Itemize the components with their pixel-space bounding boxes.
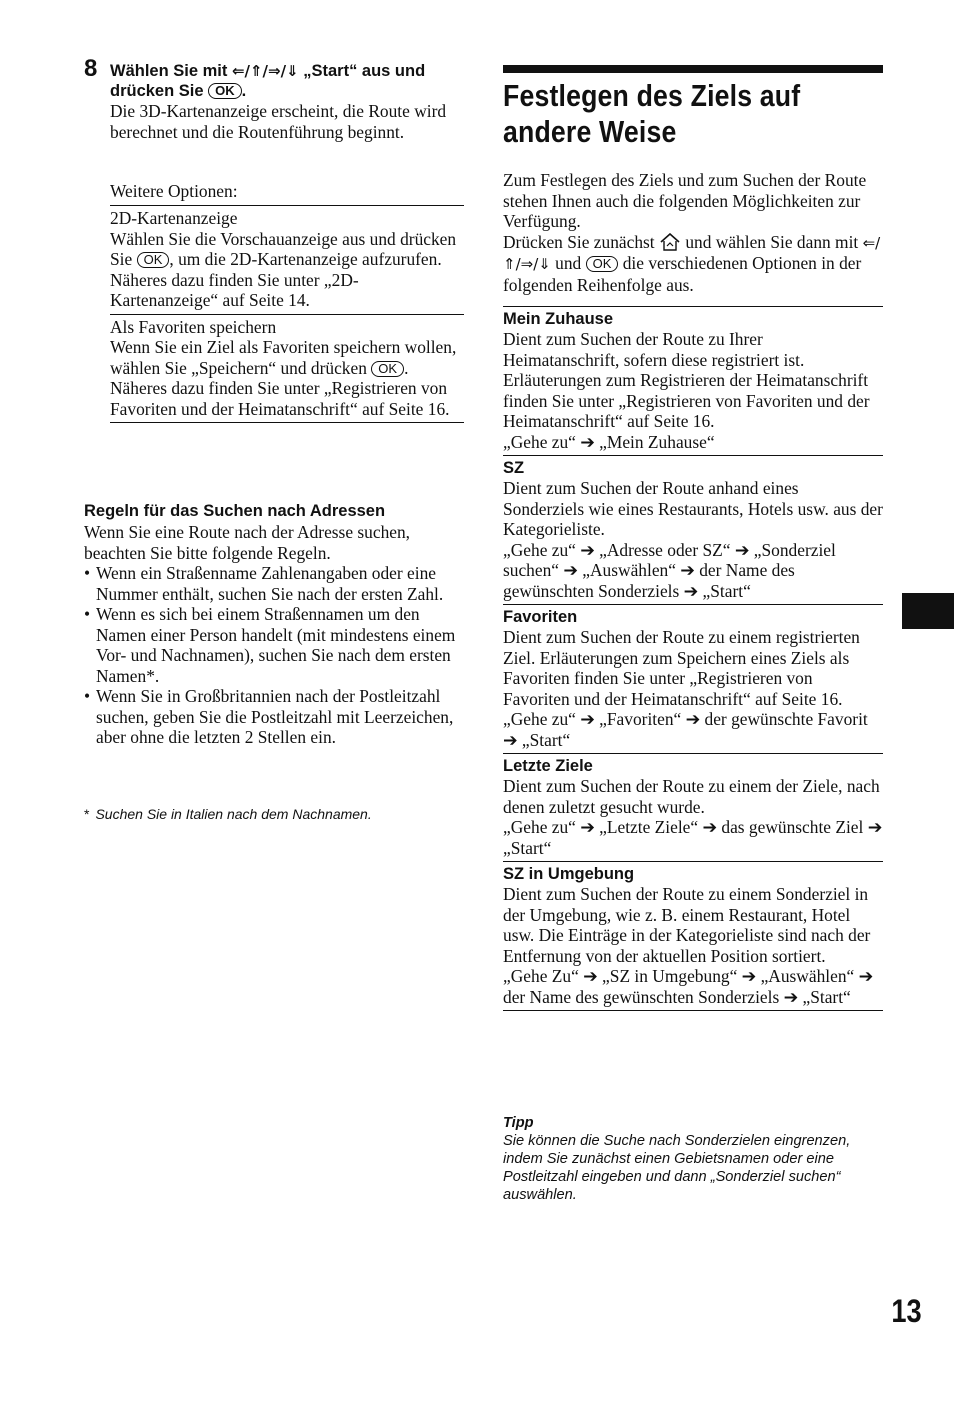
section-path: „Gehe Zu“ ➔ „SZ in Umgebung“ ➔ „Auswählen“ ➔ der Name des gewünschten Sonderziels ➔ „Start“ xyxy=(503,966,874,1007)
list-item-text: Wenn es sich bei einem Straßennamen um den Namen einer Person handelt (mit mindestens einem Vor- und Nachnamen), suchen Sie nach dem ersten Namen*. xyxy=(96,604,456,686)
section-favorites xyxy=(503,604,883,753)
section-path: „Gehe zu“ ➔ „Adresse oder SZ“ ➔ „Sonderziel suchen“ ➔ „Auswählen“ ➔ der Name des gewünschten Sonderziels ➔ „Start“ xyxy=(503,539,836,601)
section-text: Dient zum Suchen der Route zu einem Sonderziel in der Umgebung, wie z. B. einem Restaurant, Hotel usw. Die Einträge in der Kategorieliste sind nach der Entfernung von der aktuellen Position sortiert. xyxy=(503,884,871,966)
intro-paragraph: Zum Festlegen des Ziels und zum Suchen der Route stehen Ihnen auch die folgenden Möglichkeiten zur Verfügung. xyxy=(503,170,867,231)
intro-text-a: Drücken Sie zunächst xyxy=(503,231,659,252)
section-text: Dient zum Suchen der Route zu einem der Ziele, nach denen zuletzt gesucht wurde. xyxy=(503,776,880,817)
bullet: • xyxy=(84,563,91,583)
section-path: „Gehe zu“ ➔ „Mein Zuhause“ xyxy=(503,431,715,452)
ok-button-icon: OK xyxy=(208,83,242,99)
ok-button-icon: OK xyxy=(137,252,170,268)
intro-text-d: die verschiedenen Optionen in der folgenden Reihenfolge aus. xyxy=(503,253,862,295)
section-poi xyxy=(503,455,883,604)
step-heading xyxy=(110,61,470,101)
rules-list xyxy=(84,563,464,748)
footnote-text: Suchen Sie in Italien nach dem Nachnamen. xyxy=(95,806,372,822)
section-title: Letzte Ziele xyxy=(503,757,593,775)
direction-arrows-icon: ⇐/⇑/⇒/⇓ xyxy=(503,233,881,273)
bullet: • xyxy=(84,686,91,706)
ok-button-icon: OK xyxy=(586,256,619,272)
intro-text-b: und wählen Sie dann mit xyxy=(680,231,863,252)
section-my-home xyxy=(503,307,883,455)
options-table xyxy=(110,205,464,423)
step-description: Die 3D-Kartenanzeige erscheint, die Route wird berechnet und die Routenführung beginnt. xyxy=(110,101,447,142)
section-text: Dient zum Suchen der Route zu Ihrer Heimatanschrift, sofern diese registriert ist. Erläuterungen zum Registrieren der Heimatanschrift finden Sie unter „Registrieren von Favoriten und der Heimatanschrift“ auf Seite 16. xyxy=(503,329,870,431)
option-text-b: . xyxy=(404,357,409,378)
tip-text: Sie können die Suche nach Sonderzielen eingrenzen, indem Sie zunächst einen Gebietsnamen oder eine Postleitzahl eingeben und dann „Sonderziel suchen“ auswählen. xyxy=(503,1133,851,1203)
option-text-b: , um die 2D-Kartenanzeige aufzurufen. xyxy=(169,249,442,269)
list-item-text: Wenn Sie in Großbritannien nach der Postleitzahl suchen, geben Sie die Postleitzahl mit Leerzeichen, aber ohne die letzten 2 Stellen ein. xyxy=(96,686,454,747)
option-more: Näheres dazu finden Sie unter „2D-Kartenanzeige“ auf Seite 14. xyxy=(110,269,359,310)
option-title: 2D-Kartenanzeige xyxy=(110,208,238,228)
option-title: Als Favoriten speichern xyxy=(110,316,277,337)
option-text xyxy=(110,337,464,378)
chapter-tab xyxy=(902,593,954,629)
list-item xyxy=(84,604,464,686)
section-recent xyxy=(503,753,883,861)
ok-button-icon: OK xyxy=(371,361,404,377)
step-heading-part1: Wählen Sie mit xyxy=(110,62,232,80)
option-2d-map xyxy=(110,206,464,314)
section-title: Mein Zuhause xyxy=(503,310,614,328)
footnote-mark: * xyxy=(84,806,90,822)
page-title: Festlegen des Ziels auf andere Weise xyxy=(503,78,801,149)
section-path: „Gehe zu“ ➔ „Favoriten“ ➔ der gewünschte Favorit ➔ „Start“ xyxy=(503,709,868,750)
step-number: 8 xyxy=(84,55,98,82)
page-number: 13 xyxy=(891,1293,922,1329)
section-text: Dient zum Suchen der Route zu einem registrierten Ziel. Erläuterungen zum Speichern eines Ziels als Favoriten finden Sie unter „Registrieren von Favoriten und der Heimatanschrift“ auf Seite 16. xyxy=(503,627,860,709)
section-path: „Gehe zu“ ➔ „Letzte Ziele“ ➔ das gewünschte Ziel ➔ „Start“ xyxy=(503,817,883,858)
intro-instruction xyxy=(503,232,883,296)
list-item-text: Wenn ein Straßenname Zahlenangaben oder eine Nummer enthält, suchen Sie nach der ersten Zahl. xyxy=(96,563,444,604)
option-more: Näheres dazu finden Sie unter „Registrieren von Favoriten und der Heimatanschrift“ auf Seite 16. xyxy=(110,378,450,419)
step-heading-part2: „Start“ aus und drücken Sie xyxy=(110,62,426,100)
step-heading-end: . xyxy=(241,82,247,100)
title-bar xyxy=(503,65,883,73)
section-title: Favoriten xyxy=(503,608,578,626)
tip xyxy=(503,1114,883,1204)
option-text xyxy=(110,229,464,270)
intro-text-c: und xyxy=(550,253,586,273)
section-text: Dient zum Suchen der Route anhand eines Sonderziels wie eines Restaurants, Hotels usw. aus der Kategorieliste. xyxy=(503,478,883,539)
option-save-favorite xyxy=(110,314,464,423)
tip-title: Tipp xyxy=(503,1115,534,1131)
footnote xyxy=(84,805,464,823)
intro xyxy=(503,170,883,295)
list-item xyxy=(84,686,464,748)
rules-intro: Wenn Sie eine Route nach der Adresse suchen, beachten Sie bitte folgende Regeln. xyxy=(84,522,411,563)
section-title: SZ xyxy=(503,459,525,477)
options-label: Weitere Optionen: xyxy=(110,181,238,201)
direction-arrows-icon: ⇐/⇑/⇒/⇓ xyxy=(231,62,299,80)
section-title: SZ in Umgebung xyxy=(503,865,635,883)
rules-heading: Regeln für das Suchen nach Adressen xyxy=(84,502,386,520)
list-item xyxy=(84,563,464,604)
section-nearby-poi xyxy=(503,861,883,1010)
options-sections xyxy=(503,306,883,1011)
option-text-a: Wählen Sie die Vorschauanzeige aus und drücken Sie xyxy=(110,228,457,269)
option-text-a: Wenn Sie ein Ziel als Favoriten speichern wollen, wählen Sie „Speichern“ und drücken xyxy=(110,337,457,378)
home-menu-icon xyxy=(659,233,681,251)
bullet: • xyxy=(84,604,91,624)
